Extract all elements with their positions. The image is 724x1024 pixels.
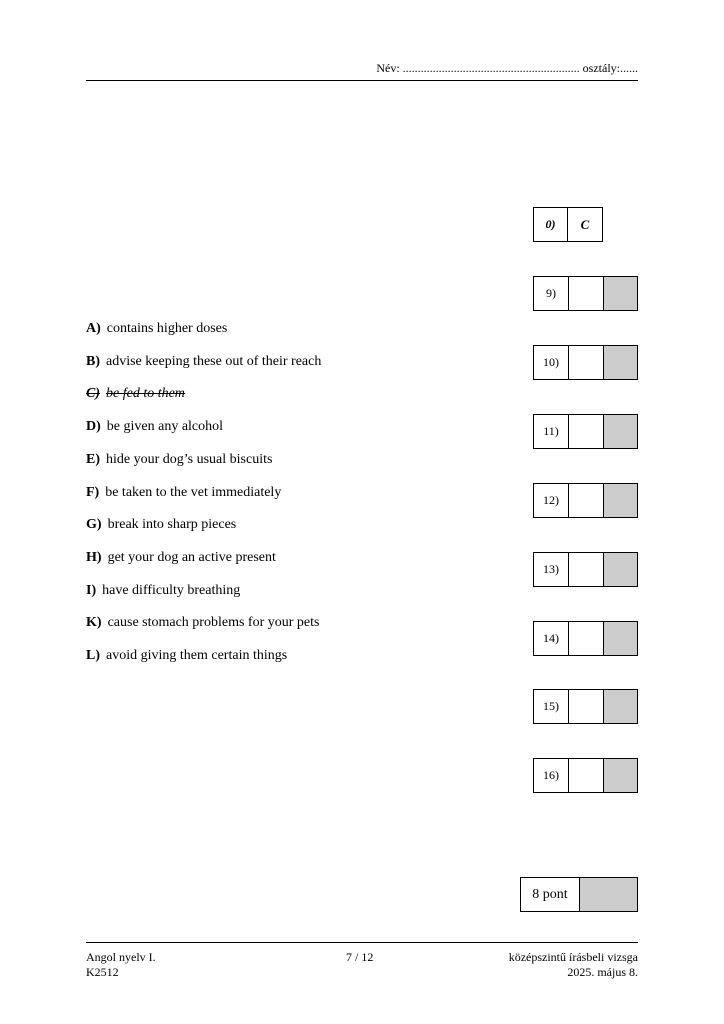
option-item (86, 320, 227, 338)
footer-code: K2512 (86, 965, 119, 979)
answer-number-cell: 14) (533, 621, 569, 656)
answer-input-cell[interactable] (568, 689, 604, 724)
option-letter: C) (86, 386, 100, 402)
name-class-field: Név: ........................................................... osztály:...... (376, 61, 638, 75)
option-text: be fed to them (106, 386, 185, 402)
footer-exam-type: középszintű írásbeli vizsga (508, 950, 638, 964)
footer-rule (86, 942, 638, 943)
option-text: be given any alcohol (106, 419, 224, 435)
answer-input-cell[interactable] (568, 621, 604, 656)
answer-number-cell: 10) (533, 345, 569, 380)
answer-number-cell: 9) (533, 276, 569, 311)
answer-score-cell (603, 689, 638, 724)
option-item (86, 451, 272, 469)
option-item (86, 549, 276, 567)
option-letter: B) (86, 353, 100, 369)
answer-score-cell (603, 414, 638, 449)
option-text: advise keeping these out of their reach (106, 353, 322, 369)
option-letter: K) (86, 615, 102, 631)
option-text: get your dog an active present (107, 549, 276, 565)
option-letter: E) (86, 451, 100, 467)
option-text: contains higher doses (106, 321, 228, 336)
option-text: avoid giving them certain things (106, 648, 288, 663)
answer-score-cell (603, 621, 638, 656)
footer-right (509, 950, 638, 980)
answer-input-cell[interactable] (568, 483, 604, 518)
answer-number-cell: 15) (533, 689, 569, 724)
answer-score-cell (603, 345, 638, 380)
option-letter: L) (86, 648, 100, 663)
option-letter: G) (86, 517, 102, 533)
option-item (86, 353, 321, 371)
footer-page-number: 7 / 12 (346, 950, 374, 964)
footer-date: 2025. május 8. (567, 965, 638, 979)
answer-input-cell[interactable] (568, 552, 604, 587)
answer-score-cell (603, 483, 638, 518)
option-letter: F) (86, 484, 100, 500)
option-item (86, 614, 319, 632)
answer-input-cell[interactable] (568, 345, 604, 380)
option-item (86, 516, 236, 534)
option-item (86, 418, 223, 436)
answer-number-cell: 13) (533, 552, 569, 587)
example-number-cell: 0) (533, 207, 568, 242)
footer-subject: Angol nyelv I. (86, 950, 156, 964)
footer-left (86, 950, 156, 980)
answer-input-cell[interactable] (568, 276, 604, 311)
score-label-cell: 8 pont (520, 877, 580, 912)
answer-number-cell: 16) (533, 758, 569, 793)
option-letter: H) (86, 549, 102, 565)
answer-number-cell: 11) (533, 414, 569, 449)
option-letter: I) (86, 582, 97, 598)
option-text: break into sharp pieces (107, 517, 237, 533)
option-text: hide your dog’s usual biscuits (106, 451, 273, 467)
option-letter: A) (86, 321, 101, 336)
answer-number-cell: 12) (533, 483, 569, 518)
score-grey-cell (579, 877, 638, 912)
answer-score-cell (603, 758, 638, 793)
option-item (86, 647, 287, 665)
option-text: be taken to the vet immediately (105, 484, 282, 500)
answer-input-cell[interactable] (568, 414, 604, 449)
option-item (86, 484, 281, 502)
answer-input-cell[interactable] (568, 758, 604, 793)
option-item (86, 582, 240, 600)
header-rule (86, 80, 638, 81)
option-letter: D) (86, 419, 101, 435)
option-item (86, 385, 185, 403)
example-answer-cell: C (567, 207, 603, 242)
answer-score-cell (603, 276, 638, 311)
option-text: cause stomach problems for your pets (107, 615, 320, 631)
answer-score-cell (603, 552, 638, 587)
option-text: have difficulty breathing (102, 582, 241, 598)
